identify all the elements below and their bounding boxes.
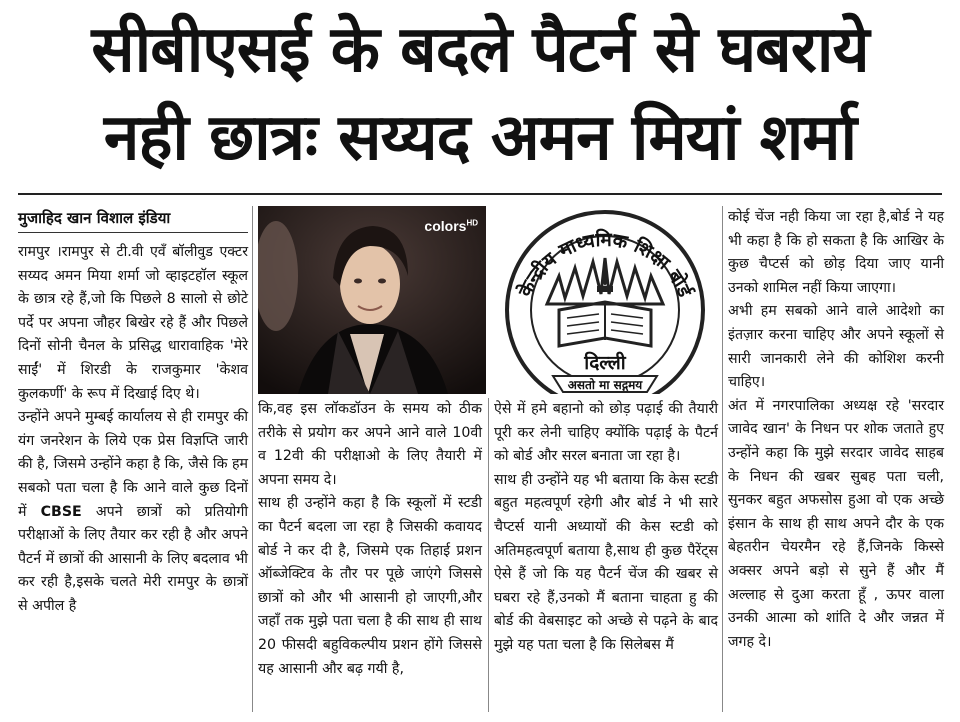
- column-divider: [252, 206, 253, 712]
- actor-portrait-image: [258, 206, 486, 394]
- headline-line-1: सीबीएसई के बदले पैटर्न से घबराये: [91, 13, 869, 87]
- article-column-1: [18, 206, 248, 619]
- paragraph-text: उन्होंने अपने मुम्बई कार्यालय से ही रामपुर की यंग जनरेशन के लिये एक प्रेस विज्ञप्ति जारी की है, जिसमे उन्होंने कहा है कि, जैसे कि हम सबको पता चला है कि आने वाले कुछ दिनों में: [18, 409, 249, 520]
- paragraph: रामपुर ।रामपुर से टी.वी एवँ बॉलीवुड एक्टर सय्यद अमन मिया शर्मा जो व्हाइटहॉल स्कूल के छात्र रहे हैं,जो कि पिछले 8 सालो से छोटे पर्दे पर अपना जौहर बिखेर रहे हैं और पिछले दिनों सोनी चैनल के प्रसिद्ध धारावाहिक 'मेरे साईं' में शिरडी के राजकुमार 'केशव कुलकर्णी' के रूप में दिखाई दिए थे।: [18, 244, 248, 402]
- headline: [0, 6, 960, 182]
- emblem-arc-text: केन्द्रीय माध्यमिक शिक्षा बोर्ड: [514, 228, 696, 301]
- cbse-bold: CBSE: [40, 503, 82, 520]
- column-divider: [722, 206, 723, 712]
- emblem-city: दिल्ली: [584, 352, 626, 374]
- article-column-2: [258, 398, 482, 681]
- article-column-3: [494, 398, 718, 658]
- actor-photo: [258, 206, 486, 394]
- channel-logo: [424, 218, 478, 234]
- column-divider: [488, 398, 489, 712]
- paragraph: ऐसे में हमे बहानो को छोड़ पढ़ाई की तैयारी पूरी कर लेनी चाहिए क्योंकि पढ़ाई के पैटर्न को बोर्ड और सरल बनाता जा रहा है।: [494, 401, 718, 465]
- paragraph-text: अपने छात्रों को प्रतियोगी परीक्षाओं के लिए तैयार कर रही है और अपने पैटर्न में छात्रों की आसानी के लिए बदलाव भी कर रही है,इसके चलते मेरी रामपुर के छात्रों से अपील है: [18, 503, 249, 614]
- headline-divider: [18, 193, 942, 195]
- channel-logo-text: colors: [424, 218, 467, 234]
- channel-suffix: HD: [466, 218, 478, 228]
- paragraph: अंत में नगरपालिका अध्यक्ष रहे 'सरदार जावेद खान' के निधन पर शोक जताते हुए उन्होंने कहा कि मुझे सरदार जावेद साहब के निधन की खबर सुबह पता चली, सुनकर बहुत अफसोस हुआ वो एक अच्छे इंसान के साथ ही साथ अपने दौर के एक बेहतरीन चेयरमैन रहे हैं,जिनके किस्से अक्सर अपने बड़ो से सुने हैं और मैं अल्लाह से दुआ करता हूँ , ऊपर वाला उनकी आत्मा को शांति दे और जन्नत में जगह दे।: [728, 397, 944, 650]
- cbse-emblem-graphic: [487, 206, 722, 394]
- emblem-motto: असतो मा सद्गमय: [567, 378, 643, 392]
- paragraph: कि,वह इस लॉकडॉउन के समय को ठीक तरीके से प्रयोग कर अपने आने वाले 10वी व 12वी की परीक्षाओ के लिए तैयारी में अपना समय दे।: [258, 401, 482, 488]
- article-column-4: [728, 206, 944, 654]
- headline-line-2: नही छात्रः सय्यद अमन मियां शर्मा: [103, 101, 857, 175]
- cbse-emblem: [487, 206, 722, 394]
- byline: मुजाहिद खान विशाल इंडिया: [18, 206, 248, 233]
- paragraph: अभी हम सबको आने वाले आदेशो का इंतज़ार करना चाहिए और अपने स्कूलों से सारी जानकारी लेने की कोशिश करनी चाहिए।: [728, 303, 944, 391]
- paragraph: कोई चेंज नही किया जा रहा है,बोर्ड ने यह भी कहा है कि हो सकता है कि आखिर के कुछ चैप्टर्स को छोड़ दिया जाए यानी उनको शामिल नहीं किया जाएगा।: [728, 209, 944, 296]
- paragraph: साथ ही उन्होंने कहा है कि स्कूलों में स्टडी का पैटर्न बदला जा रहा है जिसकी कवायद बोर्ड ने कर दी है, जिसमे एक तिहाई प्रशन ऑब्जेक्टिव के तौर पर पूछे जाएंगे जिससे छात्रों को और भी आसानी हो जाएगी,और जहाँ तक मुझे पता चला है की साथ ही साथ 20 फीसदी बहुविकल्पीय प्रशन होंगे जिससे यह आसानी और बढ़ गयी है,: [258, 495, 482, 677]
- paragraph: साथ ही उन्होंने यह भी बताया कि केस स्टडी बहुत महत्वपूर्ण रहेगी और बोर्ड ने भी सारे चैप्टर्स यानी अध्यायों की केस स्टडी को अतिमहत्वपूर्ण बताया है,साथ ही कुछ पैरेंट्स ऐसे हैं जो कि यह पैटर्न चेंज की खबर से घबरा रहे हैं,उनको मैं बताना चाहता हु की बोर्ड की वेबसाइट को अच्छे से पढ़ने के बाद मुझे यह पता चला है कि सिलेबस मैं: [494, 471, 718, 653]
- paragraph: [18, 406, 248, 618]
